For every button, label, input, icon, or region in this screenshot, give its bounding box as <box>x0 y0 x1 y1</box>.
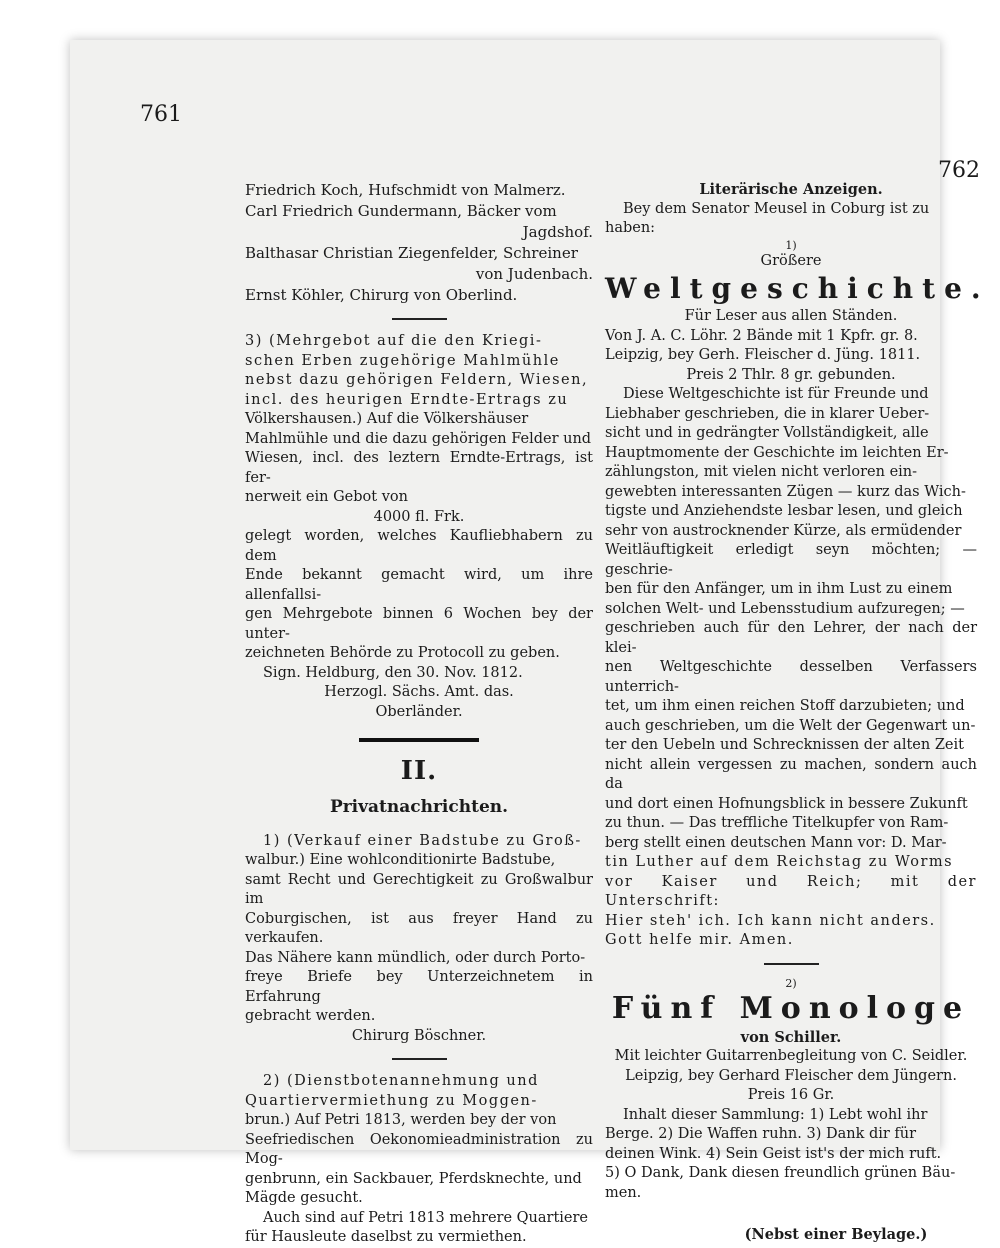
notice-line: Ende bekannt gemacht wird, um ihre allenfallsi- <box>245 567 593 603</box>
notice-line: genbrunn, ein Sackbauer, Pferdsknechte, und <box>245 1170 582 1187</box>
intro-line: Bey dem Senator Meusel in Coburg ist zu <box>623 200 930 217</box>
advert-1 <box>605 238 990 951</box>
body-line: sicht und in gedrängter Vollständigkeit, alle <box>605 425 929 441</box>
body-line: solchen Welt- und Lebensstudium aufzuregen; — <box>605 600 965 617</box>
signature-line: Oberländer. <box>375 703 463 720</box>
book-author: von Schiller. <box>740 1028 842 1046</box>
body-line: zu thun. — Das treffliche Titelkupfer von Ram- <box>605 815 949 831</box>
body-line: vor Kaiser und Reich; mit der Unterschrift: <box>605 873 977 909</box>
divider <box>392 1058 447 1060</box>
book-title: Fünf Monologe <box>611 990 971 1026</box>
notice-line: gebracht werden. <box>245 1008 376 1024</box>
price: Preis 2 Thlr. 8 gr. gebunden. <box>686 366 896 383</box>
body-line: berg stellt einen deutschen Mann vor: D. Mar- <box>605 834 947 851</box>
advert-2 <box>605 977 977 1204</box>
body-line: nen Weltgeschichte desselben Verfassers unterrich- <box>605 659 977 695</box>
body-line: Weitläuftigkeit erledigt seyn möchten; — geschrie- <box>605 542 977 578</box>
publication-line: Von J. A. C. Löhr. 2 Bände mit 1 Kpfr. gr. 8. <box>605 327 918 344</box>
notice-line: samt Recht und Gerechtigkeit zu Großwalbur im <box>245 871 593 907</box>
names-list <box>245 180 593 306</box>
notice-line: 3) (Mehrgebot auf die den Kriegi- <box>245 333 543 349</box>
book-pretitle: Größere <box>760 252 822 269</box>
notice-line: zeichneten Behörde zu Protocoll zu geben. <box>245 645 560 661</box>
notice-3 <box>245 332 593 722</box>
publication-line: Leipzig, bey Gerh. Fleischer d. Jüng. 1811. <box>605 347 921 363</box>
notice-line: für Hausleute daselbst zu vermiethen. <box>245 1229 527 1245</box>
notice-line: Das Nähere kann mündlich, oder durch Porto- <box>245 949 586 966</box>
page-number-right: 762 <box>938 158 980 183</box>
footer-note: (Nebst einer Beylage.) <box>744 1226 928 1243</box>
list-item: Friedrich Koch, Hufschmidt von Malmerz. <box>245 181 566 199</box>
right-column <box>605 180 990 1245</box>
notice-line: Völkershausen.) Auf die Völkershäuser <box>245 411 529 427</box>
notice-line: Wiesen, incl. des leztern Erndte-Ertrags, ist fer- <box>245 450 593 486</box>
notice-line: Seefriedischen Oekonomieadministration zu Mog- <box>245 1131 593 1167</box>
section-numeral: II. <box>400 756 438 786</box>
body-line: Liebhaber geschrieben, die in klarer Ueber- <box>605 405 930 422</box>
divider <box>764 963 819 965</box>
body-line: geschrieben auch für den Lehrer, der nach der klei- <box>605 620 977 656</box>
notice-line: Mägde gesucht. <box>245 1190 363 1206</box>
body-line: ben für den Anfänger, um in ihm Lust zu einem <box>605 581 953 597</box>
list-item: Balthasar Christian Ziegenfelder, Schreiner <box>245 244 578 262</box>
left-column <box>245 180 593 1248</box>
document-page <box>70 40 990 1245</box>
notice-line: 1) (Verkauf einer Badstube zu Groß- <box>263 832 582 849</box>
notice-line: nerweit ein Gebot von <box>245 489 408 505</box>
page-number-left: 761 <box>140 102 182 127</box>
body-line: 5) O Dank, Dank diesen freundlich grünen Bäu- <box>605 1165 956 1181</box>
body-line: Hier steh' ich. Ich kann nicht anders. <box>605 912 936 929</box>
body-line: Berge. 2) Die Waffen ruhn. 3) Dank dir für <box>605 1126 917 1142</box>
notice-line: freye Briefe bey Unterzeichnetem in Erfahrung <box>245 969 593 1005</box>
notice-line: 2) (Dienstbotenannehmung und <box>263 1073 539 1089</box>
notice-line: gen Mehrgebote binnen 6 Wochen bey der unter- <box>245 606 593 642</box>
body-line: auch geschrieben, um die Welt der Gegenwart un- <box>605 717 976 734</box>
list-item: von Judenbach. <box>475 265 593 283</box>
body-line: gewebten interessanten Zügen — kurz das Wich- <box>605 483 966 500</box>
body-line: tet, um ihm einen reichen Stoff darzubieten; und <box>605 698 965 714</box>
notice-1 <box>245 832 593 1047</box>
book-subtitle: Für Leser aus allen Ständen. <box>684 308 898 324</box>
notice-amount: 4000 fl. Frk. <box>373 508 465 525</box>
list-item: Carl Friedrich Gundermann, Bäcker vom <box>245 202 557 220</box>
notice-2 <box>245 1072 593 1248</box>
section-title: Privatnachrichten. <box>329 797 509 817</box>
item-number: 2) <box>785 976 797 990</box>
notice-line: Coburgischen, ist aus freyer Hand zu verkaufen. <box>245 910 593 946</box>
notice-line: nebst dazu gehörigen Feldern, Wiesen, <box>245 372 589 388</box>
section-divider <box>359 738 479 742</box>
item-number: 1) <box>785 238 797 252</box>
book-subtitle: Mit leichter Guitarrenbegleitung von C. Seidler. <box>614 1048 968 1064</box>
notice-line: incl. des heurigen Erndte-Ertrags zu <box>245 391 569 408</box>
notice-line: schen Erben zugehörige Mahlmühle <box>245 352 560 369</box>
body-line: und dort einen Hofnungsblick in bessere Zukunft <box>605 795 968 812</box>
notice-line: Auch sind auf Petri 1813 mehrere Quartiere <box>263 1209 589 1226</box>
body-line: deinen Wink. 4) Sein Geist ist's der mich ruft. <box>605 1145 942 1162</box>
notice-line: walbur.) Eine wohlconditionirte Badstube, <box>245 852 556 868</box>
column-heading: Literärische Anzeigen. <box>699 181 883 198</box>
body-line: men. <box>605 1184 642 1201</box>
body-line: zählungston, mit vielen nicht verloren ein- <box>605 464 918 480</box>
price: Preis 16 Gr. <box>747 1087 835 1103</box>
signature-line: Herzogl. Sächs. Amt. das. <box>324 684 514 700</box>
notice-line: Quartiervermiethung zu Moggen- <box>245 1092 538 1109</box>
signature-line: Sign. Heldburg, den 30. Nov. 1812. <box>263 664 523 681</box>
signature-line: Chirurg Böschner. <box>351 1027 487 1044</box>
body-line: Inhalt dieser Sammlung: 1) Lebt wohl ihr <box>623 1106 928 1123</box>
intro-line: haben: <box>605 220 656 236</box>
body-line: Diese Weltgeschichte ist für Freunde und <box>623 386 929 402</box>
body-line: sehr von austrocknender Kürze, als ermüdender <box>605 522 962 539</box>
body-line: nicht allein vergessen zu machen, sondern auch da <box>605 756 977 792</box>
notice-line: brun.) Auf Petri 1813, werden bey der von <box>245 1112 557 1128</box>
list-item: Ernst Köhler, Chirurg von Oberlind. <box>245 286 518 304</box>
body-line: Gott helfe mir. Amen. <box>605 932 794 948</box>
book-subtitle: Leipzig, bey Gerhard Fleischer dem Jüngern. <box>625 1067 957 1084</box>
notice-line: gelegt worden, welches Kaufliebhabern zu dem <box>245 528 593 564</box>
body-line: tin Luther auf dem Reichstag zu Worms <box>605 854 954 870</box>
body-line: tigste und Anziehendste lesbar lesen, und gleich <box>605 503 963 519</box>
list-item: Jagdshof. <box>522 223 593 241</box>
divider <box>392 318 447 320</box>
body-line: Hauptmomente der Geschichte im leichten Er- <box>605 444 949 461</box>
notice-line: Mahlmühle und die dazu gehörigen Felder und <box>245 430 592 447</box>
book-title: Weltgeschichte. <box>605 272 990 305</box>
body-line: ter den Uebeln und Schrecknissen der alten Zeit <box>605 737 964 753</box>
